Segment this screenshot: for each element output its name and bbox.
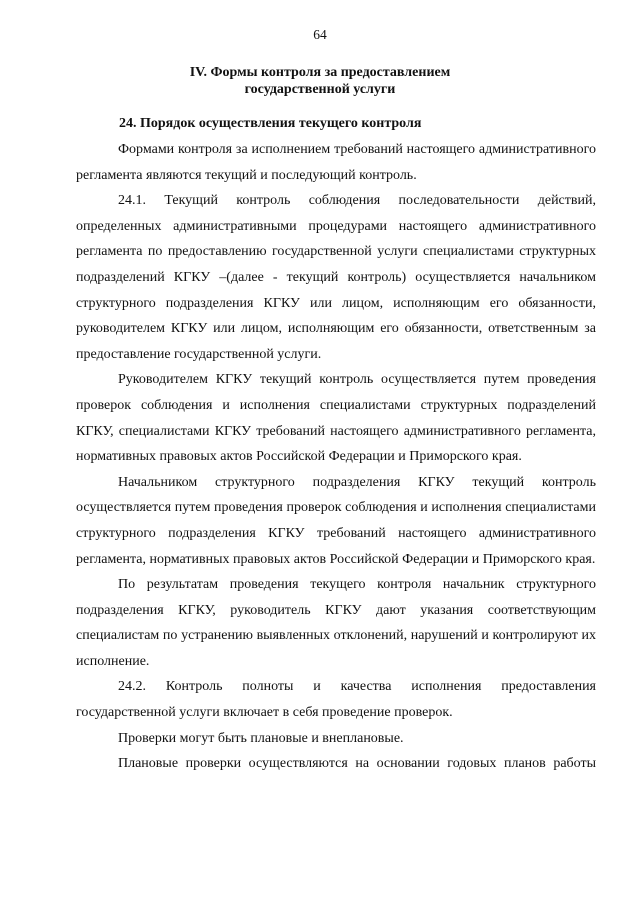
paragraph-inspection-types: Проверки могут быть плановые и внеплановые. <box>118 730 404 746</box>
paragraph-control-forms: Формами контроля за исполнением требований настоящего административного регламента являются текущий и последующий контроль. <box>76 142 596 183</box>
paragraph-planned-inspections: Плановые проверки осуществляются на основании годовых планов работы <box>118 756 596 772</box>
paragraph-control-results: По результатам проведения текущего контроля начальник структурного подразделения КГКУ, руководитель КГКУ дают указания соответствующим специалистам по устранению выявленных отклонений, нарушений и контролируют их исполнение. <box>76 577 596 669</box>
section-title-line-2: государственной услуги <box>244 82 396 97</box>
section-title-line-1: IV. Формы контроля за предоставлением <box>189 65 451 80</box>
paragraph-director-control: Руководителем КГКУ текущий контроль осуществляется путем проведения проверок соблюдения и исполнения специалистами структурных подразделений КГКУ, специалистами КГКУ требований настоящего административного регламента, нормативных правовых актов Российской Федерации и Приморского края. <box>76 372 596 465</box>
body-text <box>76 137 596 777</box>
paragraph-head-control: Начальником структурного подразделения КГКУ текущий контроль осуществляется путем проведения проверок соблюдения и исполнения специалистами структурного подразделения КГКУ требований настоящего административного регламента, нормативных правовых актов Российской Федерации и Приморского края. <box>76 474 596 567</box>
page-number: 64 <box>313 27 327 42</box>
paragraph-24-2: 24.2. Контроль полноты и качества исполнения предоставления государственной услуги включает в себя проведение проверок. <box>76 679 596 721</box>
section-title <box>120 64 520 98</box>
subheading: 24. Порядок осуществления текущего контроля <box>119 116 422 131</box>
paragraph-24-1: 24.1. Текущий контроль соблюдения последовательности действий, определенных административными процедурами настоящего административного регламента по предоставлению государственной услуги специалистами структурных подразделений КГКУ –(далее - текущий контроль) осуществляется начальником структурного подразделения КГКУ или лицом, исполняющим его обязанности, руководителем КГКУ или лицом, исполняющим его обязанности, ответственным за предоставление государственной услуги. <box>76 193 596 362</box>
